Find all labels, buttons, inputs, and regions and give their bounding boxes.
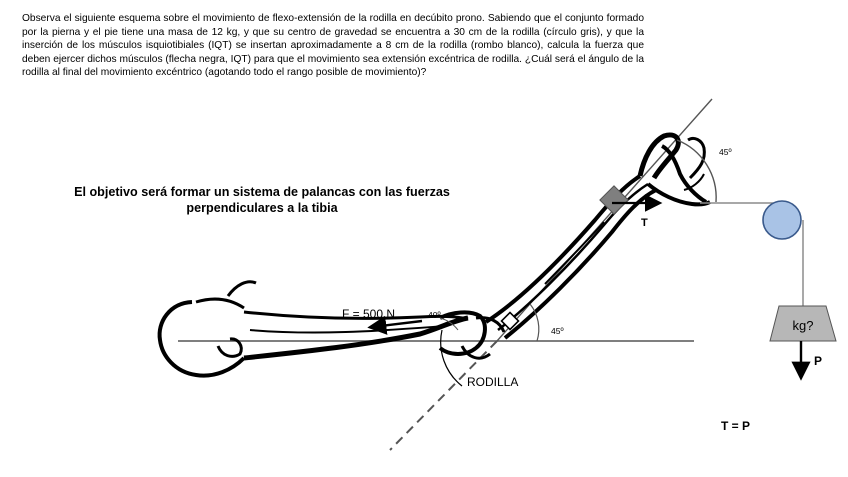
problem-text: Observa el siguiente esquema sobre el movimiento de flexo-extensión de la rodilla en decúbito prono. Sabiendo que el conjunto formado por la pierna y el pie tiene una masa de 12 kg, y que su centro de gravedad se encuentra a 30 cm de la rodilla (círculo gris), y que la inserción de los músculos isquiotibiales (IQT) se insertan aproximadamente a 8 cm de la rodilla (rombo blanco), calcula la fuerza que deben ejercer dichos músculos (flecha negra, IQT) para que el movimiento sea extensión excéntrica de rodilla. ¿Cuál será el ángulo de la rodilla al final del movimiento excéntrico (agotando todo el rango posible de movimiento)? [22,13,644,79]
femur-sketch [160,282,504,376]
tension-label: T [641,217,648,229]
force-label: F = 500 N [342,307,396,321]
angle-45-top-label: 45º [719,147,732,157]
pulley [763,201,801,239]
knee-flexion-arc [441,330,462,386]
equation-label: T = P [721,419,751,433]
weight-label: kg? [792,318,814,333]
p-label: P [814,354,823,368]
angle-40-label: 40º [428,310,441,320]
knee-label: RODILLA [467,375,519,389]
angle-45-knee-label: 45º [551,326,564,336]
objective-text: El objetivo será formar un sistema de palancas con las fuerzas perpendiculares a la tibia [74,185,450,215]
force-arrow [372,321,422,327]
